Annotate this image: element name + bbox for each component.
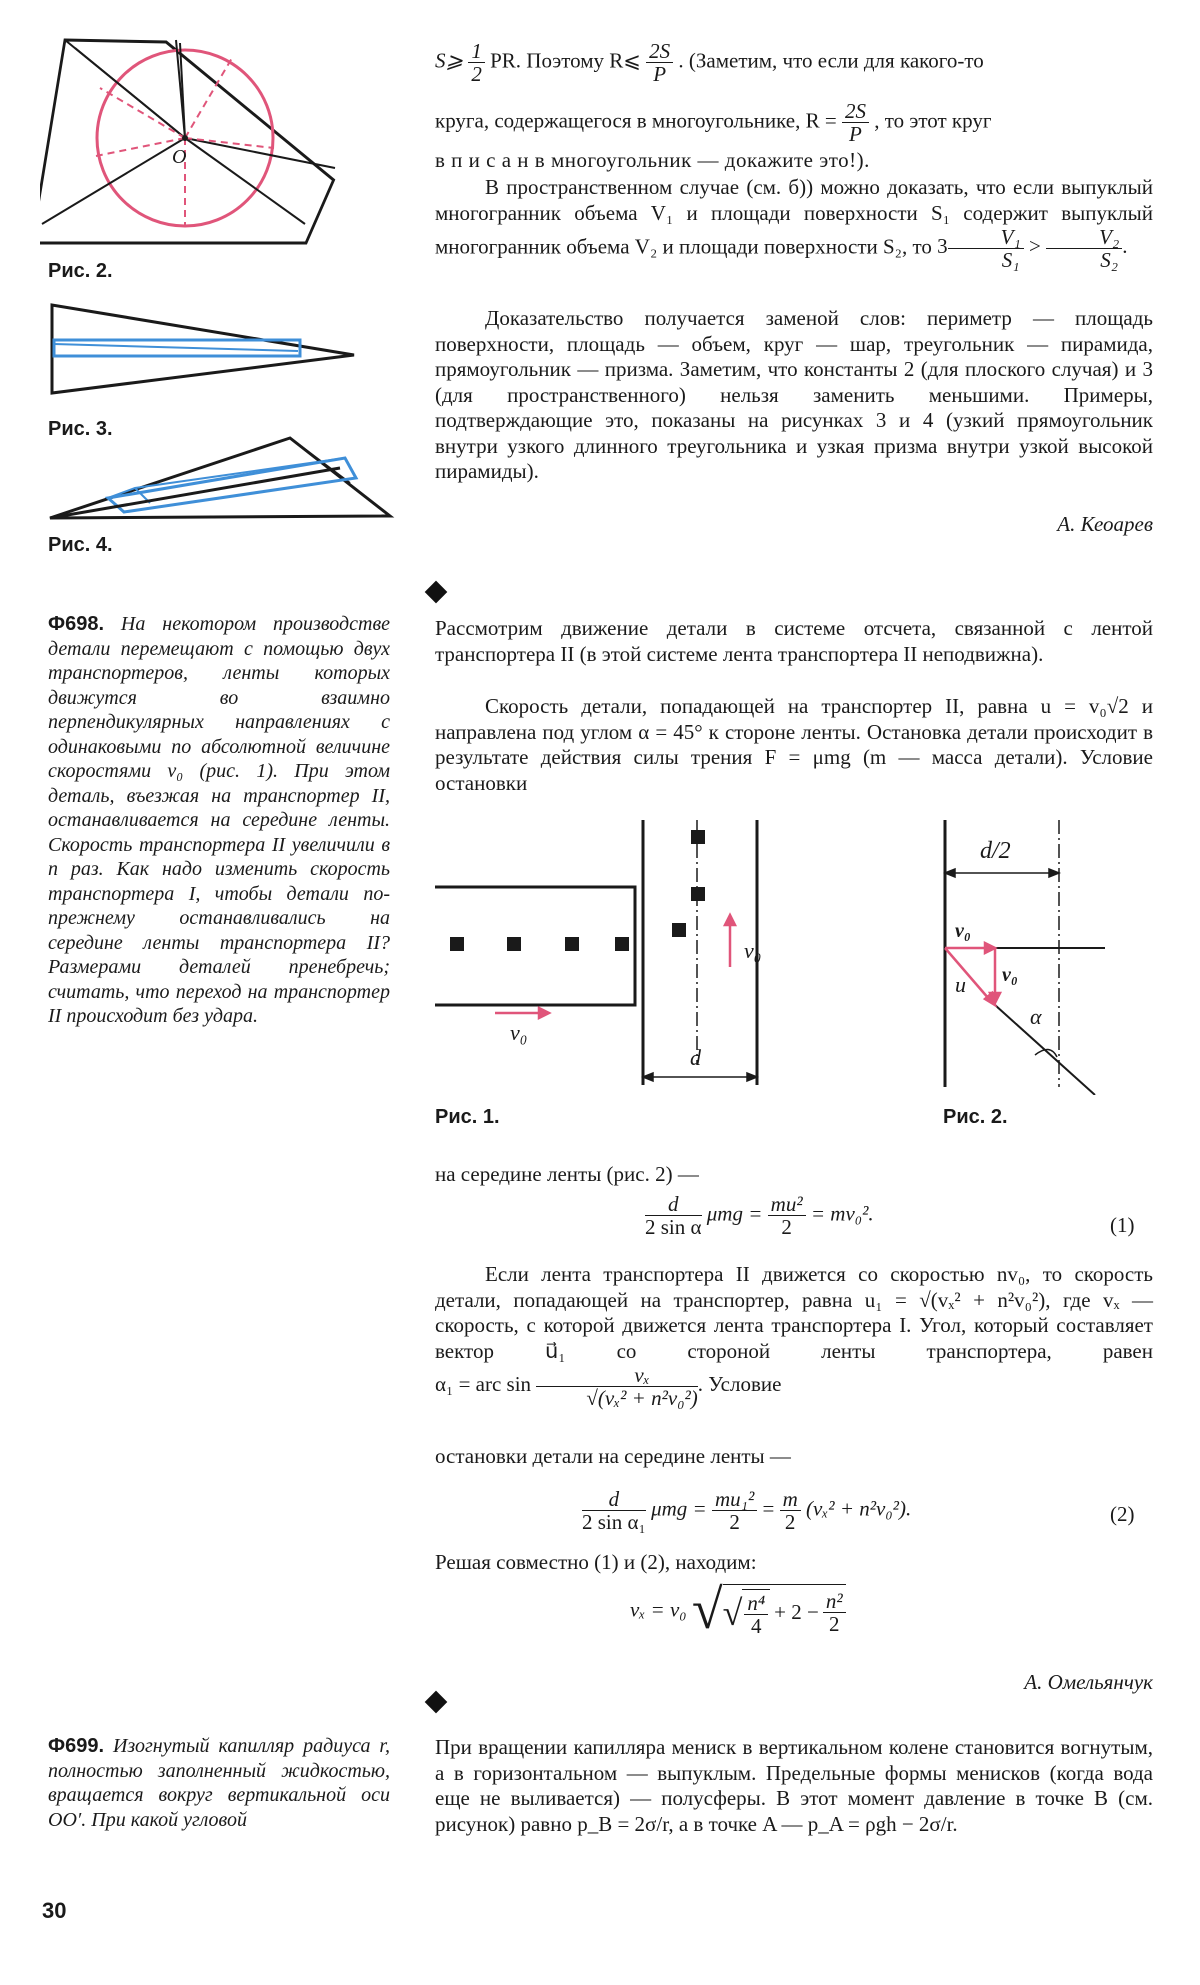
equation-1: $\frac{d}{\text{2 sin α}}$ μmg = $\frac{\text{mu²}}{2}$ = mv₀². [645, 1192, 874, 1239]
fig2-label-d-half: d/2 [980, 838, 1011, 864]
fig3-triangle-rectangle [40, 295, 360, 405]
solution698-p4 [435, 1262, 1153, 1409]
sol698-p1-text: Рассмотрим движение детали в системе отсчета, связанной с лентой транспортера II (в этой системе лента транспортера II неподвижна). [435, 616, 1153, 666]
fig2-label-u: u [955, 972, 966, 997]
equation-1-number: (1) [1110, 1213, 1135, 1237]
frac-2s-p: $\frac{2S}{P}$ [646, 40, 673, 85]
fig3-caption: Рис. 3. [48, 418, 113, 440]
f698-text: На некотором производстве детали перемещают с помощью двух транспортеров, ленты которых движутся во взаимно перпендикулярных направлениях с одинаковыми по абсолютной величине скоростями v₀ (рис. 1). При этом деталь, въезжая на транспортер II, останавливается на середине ленты. Скорость транспортера II увеличили в n раз. Как надо изменить скорость транспортера I, чтобы детали по-прежнему останавливались на середине ленты транспортера II? Размерами деталей пренебречь; считать, что переход на транспортер II происходит без удара. [48, 613, 390, 1027]
fig2-right-caption: Рис. 2. [943, 1106, 1008, 1128]
page-number: 30 [42, 1898, 67, 1923]
section-diamond-2 [425, 1691, 448, 1714]
solution699-p1 [435, 1735, 1153, 1837]
solution698-p5: остановки детали на середине ленты — [435, 1444, 791, 1468]
top-line-2 [435, 100, 1153, 145]
equation-2: $\frac{d}{\text{2 sin α₁}}$ μmg = $\frac{\text{mu₁²}}{2}$ = $\frac{m}{2}$ (vₓ² + n²v₀²). [582, 1487, 912, 1534]
solution698-p1 [435, 616, 1153, 667]
line2-text-a: круга, содержащегося в многоугольнике, R = [435, 108, 837, 133]
problem-f698 [48, 612, 390, 1029]
outer-sqrt-icon: √ [691, 1579, 723, 1641]
f698-label: Ф698. [48, 613, 104, 635]
fig2-label-v0-top: v₀ [955, 920, 971, 942]
s-geq: S⩾ [435, 48, 464, 73]
frac-2s-p-2: $\frac{2S}{P}$ [842, 100, 869, 145]
frac-one-half: $\frac{1}{2}$ [468, 40, 485, 85]
signature-kelarev: А. Кеоарев [1057, 512, 1153, 536]
para3-text: Доказательство получается заменой слов: периметр — площадь поверхности, площадь — объем, круг — шар, треугольник — пирамида, прямоугольник — призма. Заметим, что константы 2 (для плоского случая) и 3 (для пространственного) нельзя заменить меньшими. Примеры, подтверждающие это, показаны на рисунках 3 и 4 (узкий прямоугольник внутри узкого длинного треугольника и узкая призма внутри узкой высокой пирамиды). [435, 306, 1153, 483]
para2-inequality: 3 $\frac{\text{V₁}}{\text{S₁}}$ > $\frac{\text{V₂}}{\text{S₂}}$ . [937, 225, 1128, 272]
sol698-p4-text: Если лента транспортера II движется со скоростью nv₀, то скорость детали, попадающей на транспортер, равна u₁ = √(vₓ² + n²v₀²), где vₓ — скорость, с которой движется лента транспортера I. Угол, который составляет вектор u⃗₁ со стороной ленты транспортера, равен [435, 1262, 1153, 1363]
equation-3: vₓ = v₀ √√ $\frac{\text{n⁴}}{4}$ + 2 − $\frac{\text{n²}}{2}$ [630, 1582, 846, 1638]
fig2-velocity-triangle [935, 815, 1105, 1095]
line2-text-b: , то этот круг [874, 108, 992, 133]
fig1-label-v0-up: v₀ [744, 938, 762, 963]
fig2-label-alpha: α [1030, 1004, 1042, 1029]
top-line-3: в п и с а н в многоугольник — докажите это!). [435, 148, 870, 172]
fig4-pyramid-prism [40, 428, 400, 548]
solution698-p3: на середине ленты (рис. 2) — [435, 1162, 699, 1186]
alpha1-formula: α₁ = arc sin $\frac{\text{vₓ}}{\text{√(vₓ² + n²v₀²)}}$ . Условие [435, 1363, 782, 1410]
line1-text-c: . (Заметим, что если для какого-то [678, 48, 984, 73]
fig1-caption: Рис. 1. [435, 1106, 500, 1128]
fig1-label-d: d [690, 1045, 701, 1070]
solution698-p2 [435, 694, 1153, 796]
inner-sqrt-icon: √ [722, 1592, 743, 1633]
section-diamond-1 [425, 581, 448, 604]
solution698-p6: Решая совместно (1) и (2), находим: [435, 1550, 757, 1574]
fig4-caption: Рис. 4. [48, 534, 113, 556]
top-para-3 [435, 306, 1153, 485]
f699-text: Изогнутый капилляр радиуса r, полностью заполненный жидкостью, вращается вокруг вертикальной оси OO′. При какой угловой [48, 1735, 391, 1831]
fig2-polygon-incircle [40, 28, 360, 248]
sol699-p1-text: При вращении капилляра мениск в вертикальном колене становится вогнутым, а в горизонтальном — выпуклым. Предельные формы менисков (когда вода еще не выливается) — полусферы. В этот момент давление в точке B (см. рисунок) равно p_B = 2σ/r, а в точке A — p_A = ρgh − 2σ/r. [435, 1735, 1153, 1836]
line1-text-b: PR. Поэтому R⩽ [490, 48, 641, 73]
f699-label: Ф699. [48, 1735, 104, 1757]
problem-f699 [48, 1734, 390, 1832]
fig2-label-v0-side: v₀ [1002, 964, 1018, 986]
fig2-top-caption: Рис. 2. [48, 260, 113, 282]
top-line-1 [435, 40, 1153, 85]
sol698-p2-text: Скорость детали, попадающей на транспортер II, равна u = v₀√2 и направлена под углом α = 45° к стороне ленты. Остановка детали происходит в результате действия силы трения F = μmg (m — масса детали). Условие остановки [435, 694, 1153, 795]
para2-text: В пространственном случае (см. б)) можно доказать, что если выпуклый многогранник объема V₁ и площади поверхности S₁ содержит выпуклый многогранник объема V₂ и площади поверхности S₂, то [435, 175, 1153, 259]
fig2-center-label: O [172, 146, 187, 168]
top-para-2 [435, 175, 1153, 271]
fig1-conveyors [435, 815, 775, 1105]
equation-2-number: (2) [1110, 1502, 1135, 1526]
signature-omelyanchuk: А. Омельянчук [1024, 1670, 1153, 1694]
fig1-label-v0-right: v₀ [510, 1020, 528, 1045]
